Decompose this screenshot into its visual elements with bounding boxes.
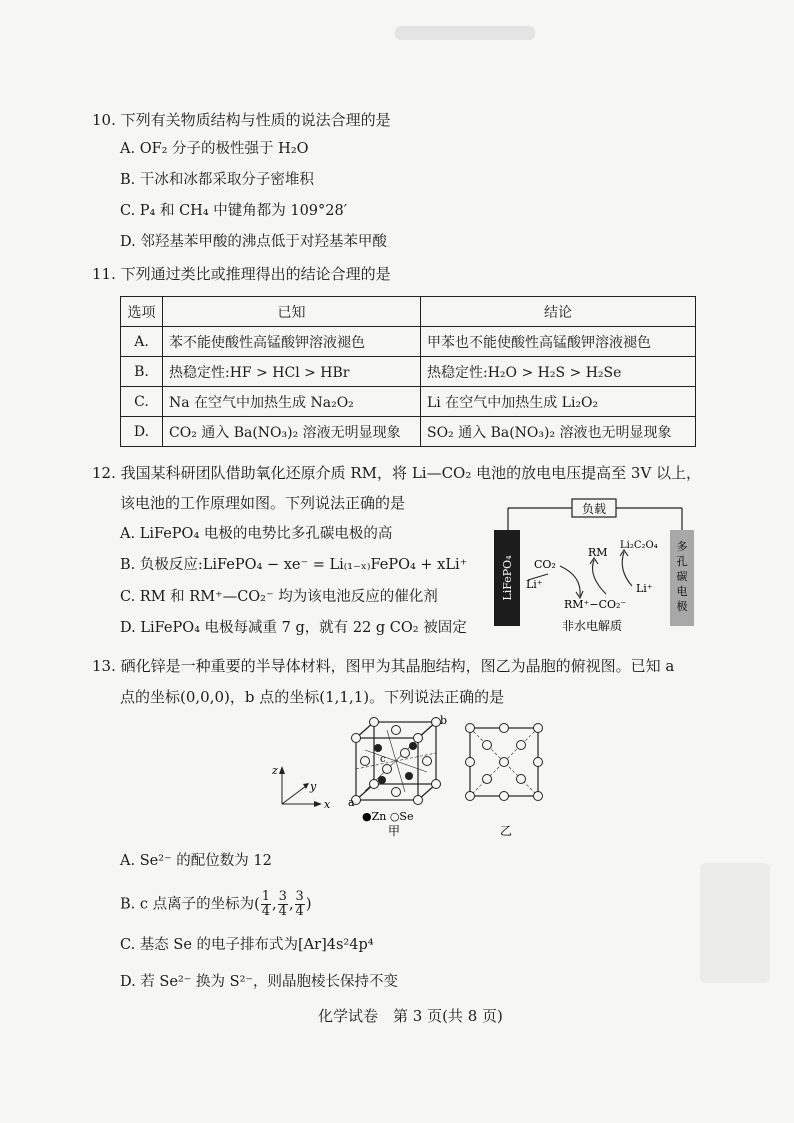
carbon-label-5: 极 <box>676 600 688 613</box>
li2c2o4-label: Li₂C₂O₄ <box>620 540 658 551</box>
table-cell: SO₂ 通入 Ba(NO₃)₂ 溶液也无明显现象 <box>421 417 696 447</box>
table-cell: B. <box>121 357 163 387</box>
load-label: 负载 <box>581 502 607 516</box>
fraction-1-num: 1 <box>261 889 271 904</box>
li-left-label: Li⁺ <box>526 578 543 591</box>
q13-stem-line2: 点的坐标(0,0,0)，b 点的坐标(1,1,1)。下列说法正确的是 <box>120 688 505 706</box>
q12-stem-line1: 12. 我国某科研团队借助氧化还原介质 RM，将 Li—CO₂ 电池的放电电压提高至 3V 以上， <box>92 464 702 482</box>
fraction-3-num: 3 <box>295 889 304 904</box>
watermark-patch <box>700 863 770 983</box>
q12-stem-line2: 该电池的工作原理如图。下列说法正确的是 <box>120 494 406 512</box>
q12-option-d: D. LiFePO₄ 电极每减重 7 g，就有 22 g CO₂ 被固定 <box>120 620 467 636</box>
axis-x-label: x <box>324 798 331 811</box>
fraction-1-den: 4 <box>261 904 271 919</box>
figure-jia-label: 甲 <box>388 824 401 838</box>
q13-option-a: A. Se²⁻ 的配位数为 12 <box>120 853 272 869</box>
q13-option-d: D. 若 Se²⁻ 换为 S²⁻，则晶胞棱长保持不变 <box>120 974 399 990</box>
carbon-label-2: 孔 <box>676 555 688 568</box>
page-footer: 化学试卷 第 3 页(共 8 页) <box>318 1007 503 1025</box>
q13-stem-line1: 13. 硒化锌是一种重要的半导体材料，图甲为其晶胞结构，图乙为晶胞的俯视图。已知 a <box>92 657 675 675</box>
fraction-1 <box>261 890 271 919</box>
q13-option-b: B. c 点离子的坐标为( $\frac{1}{4}$ , $\frac{3}{4}$ , $\frac{3}{4}$ ) <box>120 889 312 919</box>
table-cell: A. <box>121 327 163 357</box>
table-cell: 甲苯也不能使酸性高锰酸钾溶液褪色 <box>421 327 696 357</box>
figure-yi-label: 乙 <box>500 824 513 838</box>
table-header-cell: 已知 <box>163 297 421 327</box>
li-right-label: Li⁺ <box>636 582 653 595</box>
co2-label: CO₂ <box>534 558 556 571</box>
q13-option-b-suffix: ) <box>305 896 312 913</box>
q10-stem: 10. 下列有关物质结构与性质的说法合理的是 <box>92 111 391 129</box>
scan-smudge <box>395 26 535 40</box>
q11-stem: 11. 下列通过类比或推理得出的结论合理的是 <box>92 265 391 283</box>
axis-y-label: y <box>310 780 317 793</box>
crystal-figure <box>270 710 560 840</box>
rm-label: RM <box>588 546 608 559</box>
fraction-2-num: 3 <box>278 889 287 904</box>
carbon-label-1: 多 <box>676 540 688 553</box>
table-row <box>121 417 696 447</box>
point-b-label: b <box>440 714 448 727</box>
q13-option-b-prefix: B. c 点离子的坐标为( <box>120 896 260 913</box>
table-cell: 苯不能使酸性高锰酸钾溶液褪色 <box>163 327 421 357</box>
q12-option-a: A. LiFePO₄ 电极的电势比多孔碳电极的高 <box>120 526 393 542</box>
fraction-3 <box>295 890 305 919</box>
table-cell: Li 在空气中加热生成 Li₂O₂ <box>421 387 696 417</box>
rm-co2-label: RM⁺−CO₂⁻ <box>564 598 627 611</box>
point-c-label: c <box>380 754 386 765</box>
table-cell: 热稳定性:HF > HCl > HBr <box>163 357 421 387</box>
table-cell: 热稳定性:H₂O > H₂S > H₂Se <box>421 357 696 387</box>
fraction-2-den: 4 <box>278 904 287 919</box>
legend: ●Zn ○Se <box>362 810 414 823</box>
lifepo4-label: LiFePO₄ <box>501 555 514 601</box>
table-header-cell: 选项 <box>121 297 163 327</box>
q12-option-c: C. RM 和 RM⁺—CO₂⁻ 均为该电池反应的催化剂 <box>120 589 438 605</box>
carbon-label-4: 电 <box>676 585 688 598</box>
table-row <box>121 387 696 417</box>
table-cell: Na 在空气中加热生成 Na₂O₂ <box>163 387 421 417</box>
table-row <box>121 327 696 357</box>
fraction-3-den: 4 <box>295 904 304 919</box>
carbon-label-3: 碳 <box>676 570 688 583</box>
battery-diagram <box>490 496 700 646</box>
q10-option-d: D. 邻羟基苯甲酸的沸点低于对羟基苯甲酸 <box>120 234 387 250</box>
q10-option-a: A. OF₂ 分子的极性强于 H₂O <box>120 141 309 157</box>
table-cell: C. <box>121 387 163 417</box>
table-header-cell: 结论 <box>421 297 696 327</box>
fraction-2 <box>278 890 288 919</box>
table-cell: CO₂ 通入 Ba(NO₃)₂ 溶液无明显现象 <box>163 417 421 447</box>
axis-z-label: z <box>272 764 278 777</box>
q11-table <box>120 296 696 447</box>
q13-option-c: C. 基态 Se 的电子排布式为[Ar]4s²4p⁴ <box>120 937 374 953</box>
table-header-row <box>121 297 696 327</box>
table-cell: D. <box>121 417 163 447</box>
electrolyte-label: 非水电解质 <box>562 619 623 633</box>
q12-option-b: B. 负极反应:LiFePO₄ − xe⁻ = Li₍₁₋ₓ₎FePO₄ + xLi⁺ <box>120 557 468 573</box>
table-row <box>121 357 696 387</box>
point-a-label: a <box>348 796 355 809</box>
q10-option-c: C. P₄ 和 CH₄ 中键角都为 109°28′ <box>120 203 348 219</box>
q10-option-b: B. 干冰和冰都采取分子密堆积 <box>120 172 314 188</box>
